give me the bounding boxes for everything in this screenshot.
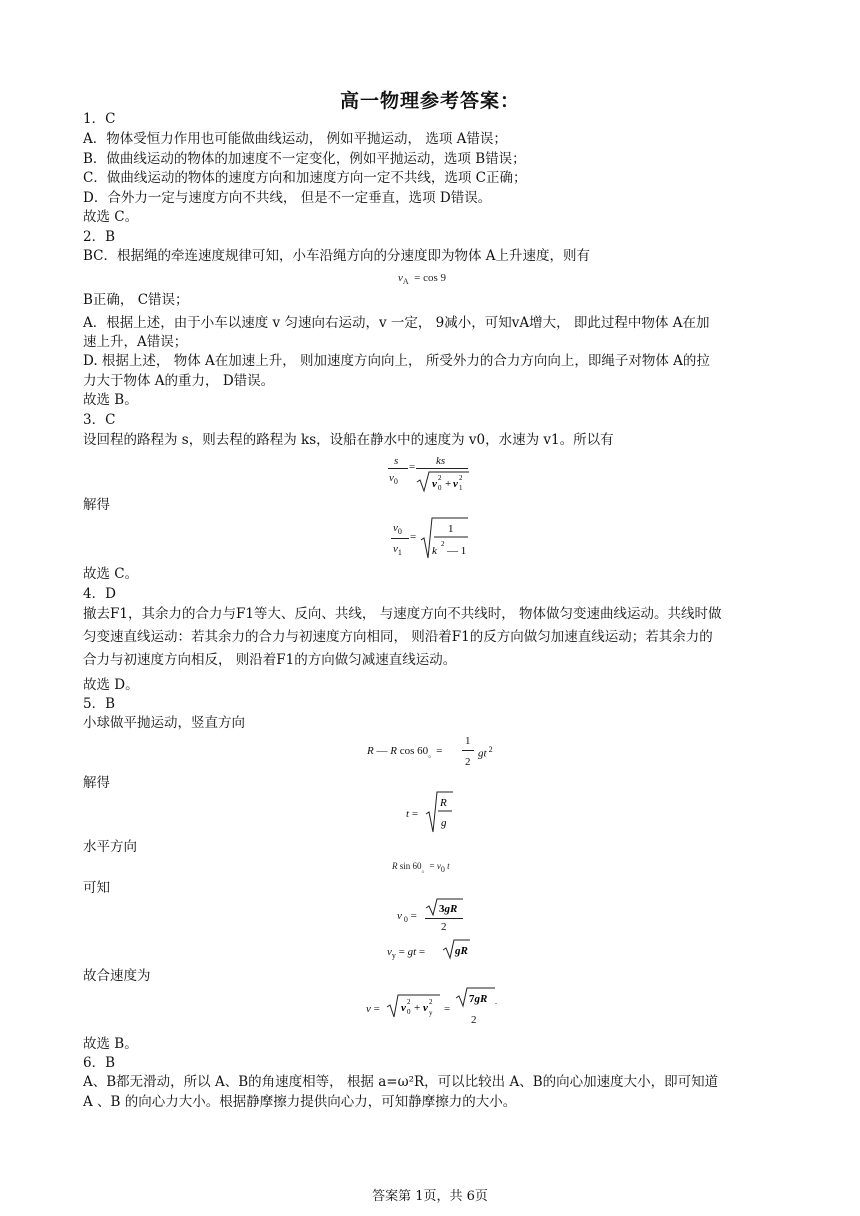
q2-number: 2．B (83, 229, 116, 245)
svg-text:+: + (445, 478, 452, 490)
svg-text:g: g (441, 817, 447, 829)
q3-number: 3．C (83, 412, 116, 428)
svg-text:k: k (432, 545, 437, 557)
q5-number: 5．B (83, 696, 116, 712)
svg-text:1: 1 (448, 523, 454, 535)
q3-sqrt-symbol-2 (420, 516, 470, 560)
svg-text:1: 1 (459, 484, 463, 492)
svg-text:R: R (440, 797, 447, 809)
q2-b-correct: B正确， C错误； (83, 292, 189, 308)
q4-number: 4．D (83, 586, 116, 602)
q6-number: 6．B (83, 1055, 116, 1071)
q4-line3: 合力与初速度方向相反， 则沿着F1的方向做匀减速直线运动。 (83, 652, 457, 668)
q5-solve-label: 解得 (83, 775, 110, 791)
q3-sqrt-symbol (416, 470, 470, 494)
q2-a-line1: A．根据上述，由于小车以速度 v 匀速向右运动，v 一定， 9减小，可知vA增大， 即此过程中物体 A在加 (83, 315, 710, 331)
svg-text:— 1: — 1 (447, 545, 467, 557)
q5-equation-horizontal: R $\sin 60_。= v_0$ t (392, 861, 450, 874)
page-footer: 答案第 1页，共 6页 (372, 1189, 488, 1204)
q4-line2: 匀变速直线运动：若其余力的合力与初速度方向相同， 则沿着F1的反方向做匀加速直线运动；若其余力的 (83, 629, 713, 645)
q6-line2: A 、B 的向心力大小。根据静摩擦力提供向心力，可知静摩擦力的大小。 (83, 1094, 517, 1110)
svg-text:0: 0 (438, 484, 442, 492)
svg-text:7gR: 7gR (469, 993, 488, 1005)
q6-line1: A、B都无滑动，所以 A、B的角速度相等， 根据 a=ω²R，可以比较出 A、B的向心加速度大小，即可知道 (83, 1074, 719, 1090)
q1-option-a: A．物体受恒力作用也可能做曲线运动， 例如平抛运动， 选项 A错误； (83, 131, 507, 147)
q5-conclusion: 故选 B。 (83, 1036, 138, 1052)
svg-text:2: 2 (429, 998, 433, 1006)
svg-text:2: 2 (441, 540, 445, 548)
svg-text:.: . (495, 997, 497, 1006)
svg-text:v: v (453, 478, 458, 490)
svg-text:+: + (414, 1002, 421, 1014)
svg-text:y: y (429, 1009, 433, 1017)
svg-text:v: v (423, 1002, 428, 1014)
svg-text:2: 2 (459, 474, 463, 482)
q3-setup: 设回程的路程为 s，则去程的路程为 ks，设船在静水中的速度为 v0，水速为 v1。所以有 (83, 432, 614, 448)
q2-bc-text: BC．根据绳的牵连速度规律可知，小车沿绳方向的分速度即为物体 A上升速度，则有 (83, 248, 591, 264)
page-title: 高一物理参考答案： (339, 90, 520, 112)
q1-conclusion: 故选 C。 (83, 209, 139, 225)
q5-resultant-label: 故合速度为 (83, 968, 151, 984)
q1-number: 1．C (83, 111, 116, 127)
q1-option-c: C．做曲线运动的物体的速度方向和加速度方向一定不共线，选项 C正确； (83, 170, 527, 186)
q2-d-line2: 力大于物体 A的重力， D错误。 (83, 373, 275, 389)
svg-text:3gR: 3gR (439, 903, 458, 915)
q4-conclusion: 故选 D。 (83, 677, 139, 693)
svg-text:2: 2 (438, 474, 442, 482)
q3-conclusion: 故选 C。 (83, 566, 139, 582)
q5-know-label: 可知 (83, 880, 110, 896)
svg-text:0: 0 (407, 1008, 411, 1016)
q5-horizontal-label: 水平方向 (83, 839, 137, 855)
q2-conclusion: 故选 B。 (83, 392, 138, 408)
svg-text:2: 2 (407, 998, 411, 1006)
q5-vertical-label: 小球做平抛运动，竖直方向 (83, 715, 245, 731)
svg-text:gR: gR (455, 945, 468, 957)
q1-option-d: D．合外力一定与速度方向不共线， 但是不一定垂直，选项 D错误。 (83, 190, 492, 206)
q2-d-line1: D. 根据上述， 物体 A在加速上升， 则加速度方向向上， 所受外力的合力方向向上，即绳子对物体 A的拉 (83, 353, 710, 369)
answer-page: 高一物理参考答案： 1．C A．物体受恒力作用也可能做曲线运动， 例如平抛运动， 选项 A错误； B．做曲线运动的物体的加速度不一定变化，例如平抛运动，选项 B错误； C．做曲线运动的物体的速度方向和加速度方向一定不共线，选项 C正确； D．合外力一定与速度方向不共线， 但是不一定垂直，选项 D错误。 故选 C。 2．B BC．根据绳的牵连速度规律可知，小车沿绳方向的分速度即为物体 A上升速度，则有 $v_A = \cos 9$ B正确， C错误； A．根据上述，由于小车以速度 v 匀速向右运动，v 一定， 9减小，可知vA增大， 即此过程中物体 A在加 速上升，A错误； D. 根据上述， 物体 A在加速上升， 则加速度方向向上， 所受外力的合力方向向上，即绳子对物体 A的拉 力大于物体 A的重力， D错误。 故选 B。 3．C 设回程的路程为 s，则去程的路程为 ks，设船在静水中的速度为 v0，水速为 v1。所以有 s $v_0$ = ks v 0 2 + v 1 2 解得 $v_0$ $v_1$ = 1 k 2 — 1 故选 C。 4．D 撤去F1，其余力的合力与F1等大、反向、共线， 与速度方向不共线时， 物体做匀变速曲线运动。共线时做 匀变速直线运动：若其余力的合力与初速度方向相同， 则沿着F1的反方向做匀加速直线运动；若其余力的 合力与初速度方向相反， 则沿着F1的方向做匀减速直线运动。 故选 D。 5．B 小球做平抛运动，竖直方向 R — R $\cos 60_。=$ 1 2 gt $^2$ 解得 t = R g 水平方向 R $\sin 60_。= v_0$ t 可知 v $_0$ = 3gR 2 $v_y$ = gt = gR 故合速度为 v = v 0 2 + v y 2 = 7gR . 2 故选 B。 6．B A、B都无滑动，所以 A、B的角速度相等， 根据 a=ω²R，可以比较出 A、B的向心加速度大小，即可知道 A 、B 的向心力大小。根据静摩擦力提供向心力，可知静摩擦力的大小。 答案第 1页，共 6页 (0, 0, 860, 1216)
q2-a-line2: 速上升，A错误； (83, 334, 188, 350)
q1-option-b: B．做曲线运动的物体的加速度不一定变化，例如平抛运动，选项 B错误； (83, 151, 526, 167)
svg-text:v: v (432, 478, 437, 490)
q3-solve-label: 解得 (83, 497, 110, 513)
q4-line1: 撤去F1，其余力的合力与F1等大、反向、共线， 与速度方向不共线时， 物体做匀变速曲线运动。共线时做 (83, 606, 722, 622)
q2-equation: $v_A = \cos 9$ (398, 272, 447, 287)
svg-text:v: v (401, 1002, 406, 1014)
